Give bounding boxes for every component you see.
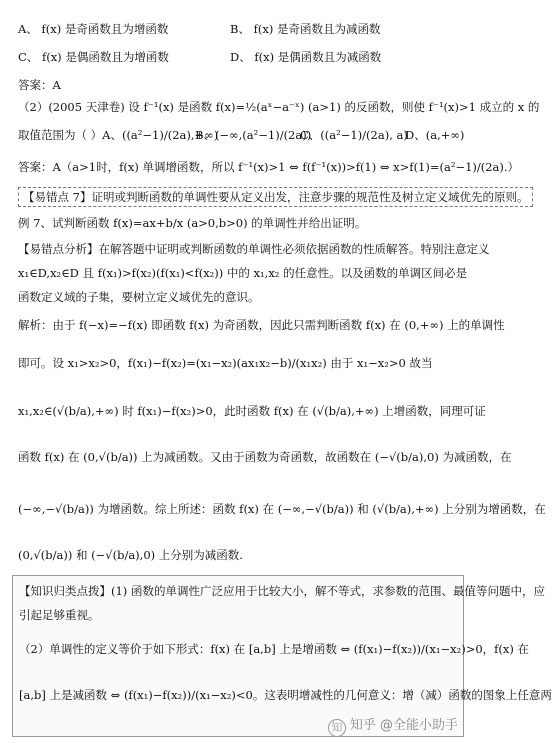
zhihu-logo-icon: 知 [328, 719, 346, 737]
q2-stem: （2）(2005 天津卷) 设 f⁻¹(x) 是函数 f(x)=½(aˣ−a⁻ˣ) (a>1) 的反函数，则使 f⁻¹(x)>1 成立的 x 的 [18, 100, 540, 114]
q2-option-a: 取值范围为（ ）A、((a²−1)/(2a),+∞) [18, 128, 219, 142]
knowledge-panel [12, 575, 552, 737]
q2-option-d: D、(a,+∞) [405, 128, 465, 142]
analysis-line-3: 函数定义域的子集，要树立定义域优先的意识。 [18, 290, 260, 304]
q1-answer: 答案：A [18, 78, 61, 92]
knowledge-line-2: 引起足够重视。 [19, 608, 100, 622]
analysis-line-1: 【易错点分析】在解答题中证明或判断函数的单调性必须依据函数的性质解答。特别注意定义 [18, 242, 490, 256]
knowledge-line-4: [a,b] 上是减函数 ⇔ (f(x₁)−f(x₂))/(x₁−x₂)<0。这表明增减性的几何意义：增（减）函数的图象上任意两 [19, 688, 552, 702]
q1-option-c: C、 f(x) 是偶函数且为增函数 [18, 50, 169, 64]
watermark-text: 知乎 @全能小助手 [349, 718, 458, 733]
knowledge-line-3: （2）单调性的定义等价于如下形式：f(x) 在 [a,b] 上是增函数 ⇔ (f(x₁)−f(x₂))/(x₁−x₂)>0，f(x) 在 [19, 642, 530, 656]
solution-line-1: 解析：由于 f(−x)=−f(x) 即函数 f(x) 为奇函数，因此只需判断函数 f(x) 在 (0,+∞) 上的单调性 [18, 318, 505, 332]
q1-option-b: B、 f(x) 是奇函数且为减函数 [230, 22, 381, 36]
q2-answer: 答案：A（a>1时，f(x) 单调增函数，所以 f⁻¹(x)>1 ⇔ f(f⁻¹(x))>f(1) ⇔ x>f(1)=(a²−1)/(2a).） [18, 160, 520, 174]
solution-line-6: (0,√(b/a)) 和 (−√(b/a),0) 上分别为减函数. [18, 548, 243, 562]
q2-option-b: B、(−∞,(a²−1)/(2a)) [195, 128, 312, 142]
error-point-7 [18, 190, 529, 204]
q1-option-a: A、 f(x) 是奇函数且为增函数 [18, 22, 169, 36]
q1-option-d: D、 f(x) 是偶函数且为减函数 [230, 50, 382, 64]
knowledge-line-1: 【知识归类点拨】(1) 函数的单调性广泛应用于比较大小，解不等式，求参数的范围、最值等问题中，应 [19, 584, 545, 598]
solution-line-3: x₁,x₂∈(√(b/a),+∞) 时 f(x₁)−f(x₂)>0，此时函数 f(x) 在 (√(b/a),+∞) 上增函数，同理可证 [18, 404, 486, 418]
q2-option-c: C、((a²−1)/(2a), a) [300, 128, 408, 142]
example-7-stem: 例 7、试判断函数 f(x)=ax+b/x (a>0,b>0) 的单调性并给出证明。 [18, 216, 367, 230]
watermark [328, 718, 458, 737]
error-point-box: 【易错点 7】证明或判断函数的单调性要从定义出发，注意步骤的规范性及树立定义域优先的原则。 [18, 187, 533, 207]
solution-line-5: (−∞,−√(b/a)) 为增函数。综上所述：函数 f(x) 在 (−∞,−√(b/a)) 和 (√(b/a),+∞) 上分别为增函数，在 [18, 502, 546, 516]
solution-line-2: 即可。设 x₁>x₂>0，f(x₁)−f(x₂)=(x₁−x₂)(ax₁x₂−b)/(x₁x₂) 由于 x₁−x₂>0 故当 [18, 356, 433, 370]
solution-line-4: 函数 f(x) 在 (0,√(b/a)) 上为减函数。又由于函数为奇函数，故函数在 (−√(b/a),0) 为减函数，在 [18, 450, 512, 464]
analysis-line-2: x₁∈D,x₂∈D 且 f(x₁)>f(x₂)(f(x₁)<f(x₂)) 中的 x₁,x₂ 的任意性。以及函数的单调区间必是 [18, 266, 468, 280]
